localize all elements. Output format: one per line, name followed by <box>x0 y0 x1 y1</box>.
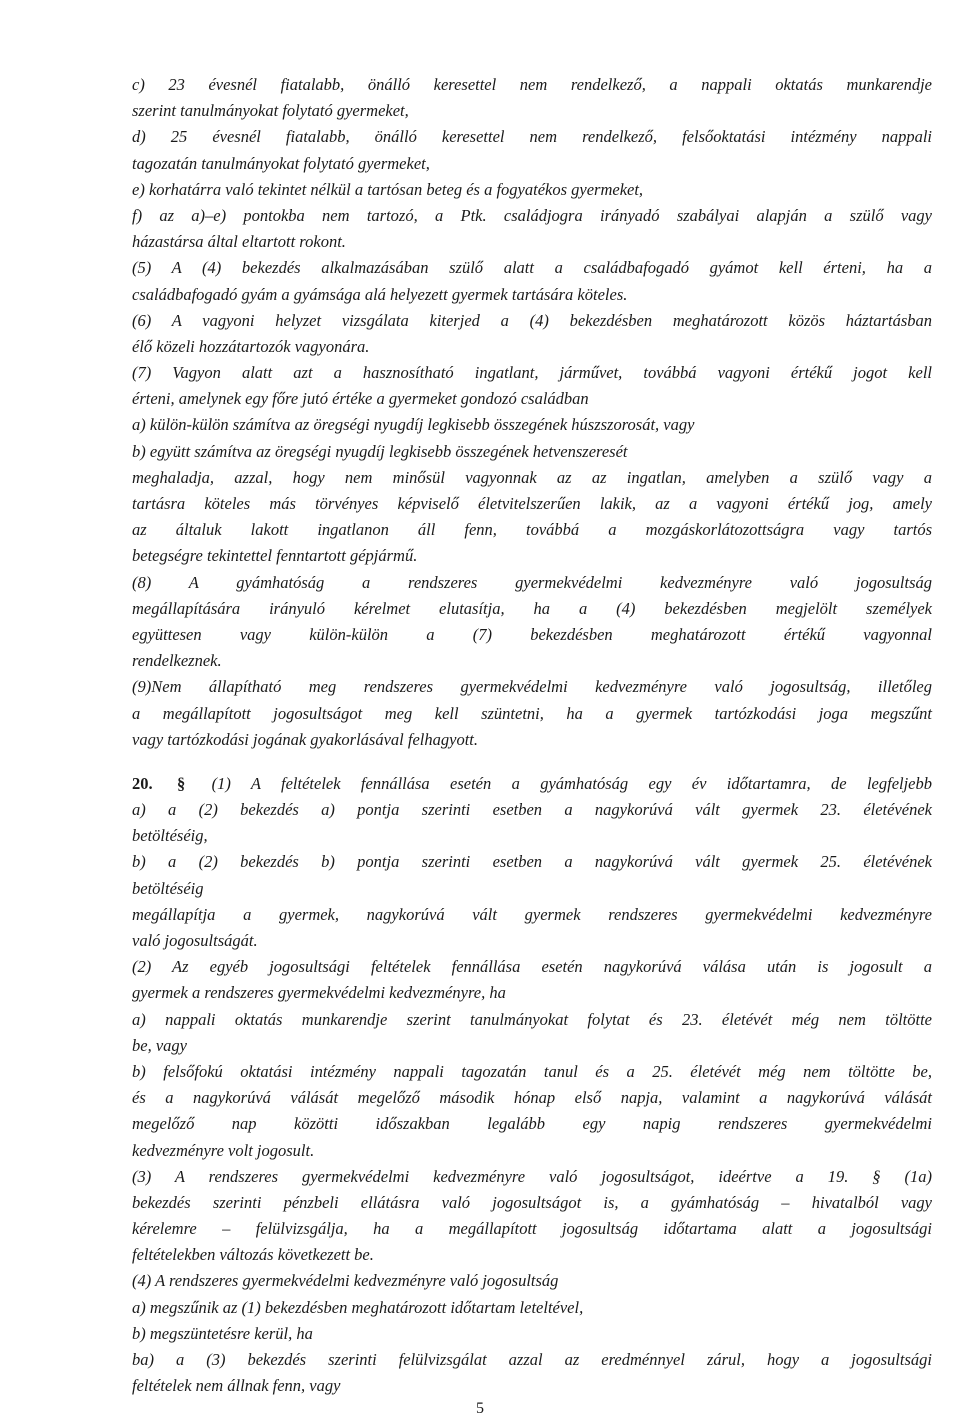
text-line: (9)Nem állapítható meg rendszeres gyermekvédelmi kedvezményre való jogosultság, illetőleg <box>132 677 932 697</box>
text-line: (6) A vagyoni helyzet vizsgálata kiterjed a (4) bekezdésben meghatározott közös háztartásban <box>132 310 932 330</box>
text-line: betöltéséig <box>132 878 204 898</box>
text-line: megelőző nap közötti időszakban legalább egy napig rendszeres gyermekvédelmi <box>132 1114 932 1134</box>
text-line: feltételek nem állnak fenn, vagy <box>132 1376 341 1396</box>
section-first-text: (1) A feltételek fennállása esetén a gyámhatóság egy év időtartamra, de legfeljebb <box>211 773 933 793</box>
text-line: gyermek a rendszeres gyermekvédelmi kedvezményre, ha <box>132 983 506 1003</box>
text-line: és a nagykorúvá válását megelőző második hónap első napja, valamint a nagykorúvá válását <box>132 1088 932 1108</box>
text-line: (7) Vagyon alatt azt a hasznosítható ingatlant, járművet, továbbá vagyoni értékű jogot kell <box>132 363 932 383</box>
paragraphs-part1 <box>132 72 932 753</box>
text-line: (2) Az egyéb jogosultsági feltételek fennállása esetén nagykorúvá válása után is jogosult a <box>132 957 932 977</box>
section-gap <box>132 753 932 771</box>
text-line: kérelemre – felülvizsgálja, ha a megállapított jogosultság időtartama alatt a jogosultsági <box>132 1219 932 1239</box>
text-line: (5) A (4) bekezdés alkalmazásában szülő alatt a családbafogadó gyámot kell érteni, ha a <box>132 258 932 278</box>
text-line: a) megszűnik az (1) bekezdésben meghatározott időtartam leteltével, <box>132 1297 584 1317</box>
text-line: b) a (2) bekezdés b) pontja szerinti esetben a nagykorúvá vált gyermek 25. életévének <box>132 852 932 872</box>
text-line: d) 25 évesnél fiatalabb, önálló keresettel nem rendelkező, felsőoktatási intézmény nappali <box>132 127 932 147</box>
text-line: b) felsőfokú oktatási intézmény nappali tagozatán tanul és a 25. életévét még nem töltötte be, <box>132 1061 932 1081</box>
text-line: a) nappali oktatás munkarendje szerint tanulmányokat folytat és 23. életévét még nem töltötte <box>132 1009 932 1029</box>
text-line: tagozatán tanulmányokat folytató gyermeket, <box>132 153 430 173</box>
text-line: a) külön-külön számítva az öregségi nyugdíj legkisebb összegének húszszorosát, vagy <box>132 415 695 435</box>
paragraphs-part2 <box>132 797 932 1399</box>
document-body <box>132 72 932 1399</box>
text-line: együttesen vagy külön-külön a (7) bekezdésben meghatározott értékű vagyonnal <box>132 624 932 644</box>
text-line: a megállapított jogosultságot meg kell szüntetni, ha a gyermek tartózkodási joga megszűnt <box>132 703 932 723</box>
text-line: meghaladja, azzal, hogy nem minősül vagyonnak az az ingatlan, amelyben a szülő vagy a <box>132 467 932 487</box>
text-line: b) megszüntetésre kerül, ha <box>132 1323 313 1343</box>
text-line: bekezdés szerinti pénzbeli ellátásra való jogosultságot is, a gyámhatóság – hivatalból vagy <box>132 1192 932 1212</box>
text-line: c) 23 évesnél fiatalabb, önálló keresettel nem rendelkező, a nappali oktatás munkarendje <box>132 75 932 94</box>
text-line: élő közeli hozzátartozók vagyonára. <box>132 336 370 356</box>
text-line: (4) A rendszeres gyermekvédelmi kedvezményre való jogosultság <box>132 1271 559 1291</box>
text-line: ba) a (3) bekezdés szerinti felülvizsgálat azzal az eredménnyel zárul, hogy a jogosultsági <box>132 1350 932 1369</box>
text-line: feltételekben változás következett be. <box>132 1245 374 1265</box>
text-line: szerint tanulmányokat folytató gyermeket, <box>132 101 409 121</box>
text-line: a) a (2) bekezdés a) pontja szerinti esetben a nagykorúvá vált gyermek 23. életévének <box>132 800 932 820</box>
text-line: érteni, amelynek egy főre jutó értéke a gyermeket gondozó családban <box>132 389 589 409</box>
text-line: be, vagy <box>132 1035 187 1055</box>
text-line: betegségre tekintettel fenntartott gépjármű. <box>132 546 418 566</box>
text-line: családbafogadó gyám a gyámsága alá helyezett gyermek tartására köteles. <box>132 284 628 304</box>
text-line: tartásra köteles más törvényes képviselő életvitelszerűen lakik, az a vagyoni értékű jog, amely <box>132 494 932 513</box>
text-line: az általuk lakott ingatlanon áll fenn, továbbá a mozgáskorlátozottságra vagy tartós <box>132 520 932 540</box>
text-line: házastársa által eltartott rokont. <box>132 232 346 252</box>
text-line: való jogosultságát. <box>132 931 258 950</box>
text-line: (8) A gyámhatóság a rendszeres gyermekvédelmi kedvezményre való jogosultság <box>132 572 932 592</box>
text-line: b) együtt számítva az öregségi nyugdíj legkisebb összegének hetvenszeresét <box>132 441 628 461</box>
text-line: kedvezményre volt jogosult. <box>132 1140 315 1160</box>
section-20-heading <box>132 771 932 797</box>
text-line: (3) A rendszeres gyermekvédelmi kedvezményre való jogosultságot, ideértve a 19. § (1a) <box>132 1166 932 1186</box>
text-line: e) korhatárra való tekintet nélkül a tartósan beteg és a fogyatékos gyermeket, <box>132 179 644 199</box>
text-line: rendelkeznek. <box>132 651 222 671</box>
text-line: f) az a)–e) pontokba nem tartozó, a Ptk. családjogra irányadó szabályai alapján a szülő vagy <box>132 205 932 225</box>
section-sign: § <box>176 773 186 793</box>
text-line: betöltéséig, <box>132 826 208 846</box>
text-line: megállapítására irányuló kérelmet elutasítja, ha a (4) bekezdésben megjelölt személyek <box>132 598 932 618</box>
section-number: 20. <box>132 773 153 793</box>
text-line: megállapítja a gyermek, nagykorúvá vált gyermek rendszeres gyermekvédelmi kedvezményre <box>132 904 932 924</box>
text-line: vagy tartózkodási jogának gyakorlásával felhagyott. <box>132 729 478 749</box>
page-number: 5 <box>476 1400 484 1417</box>
